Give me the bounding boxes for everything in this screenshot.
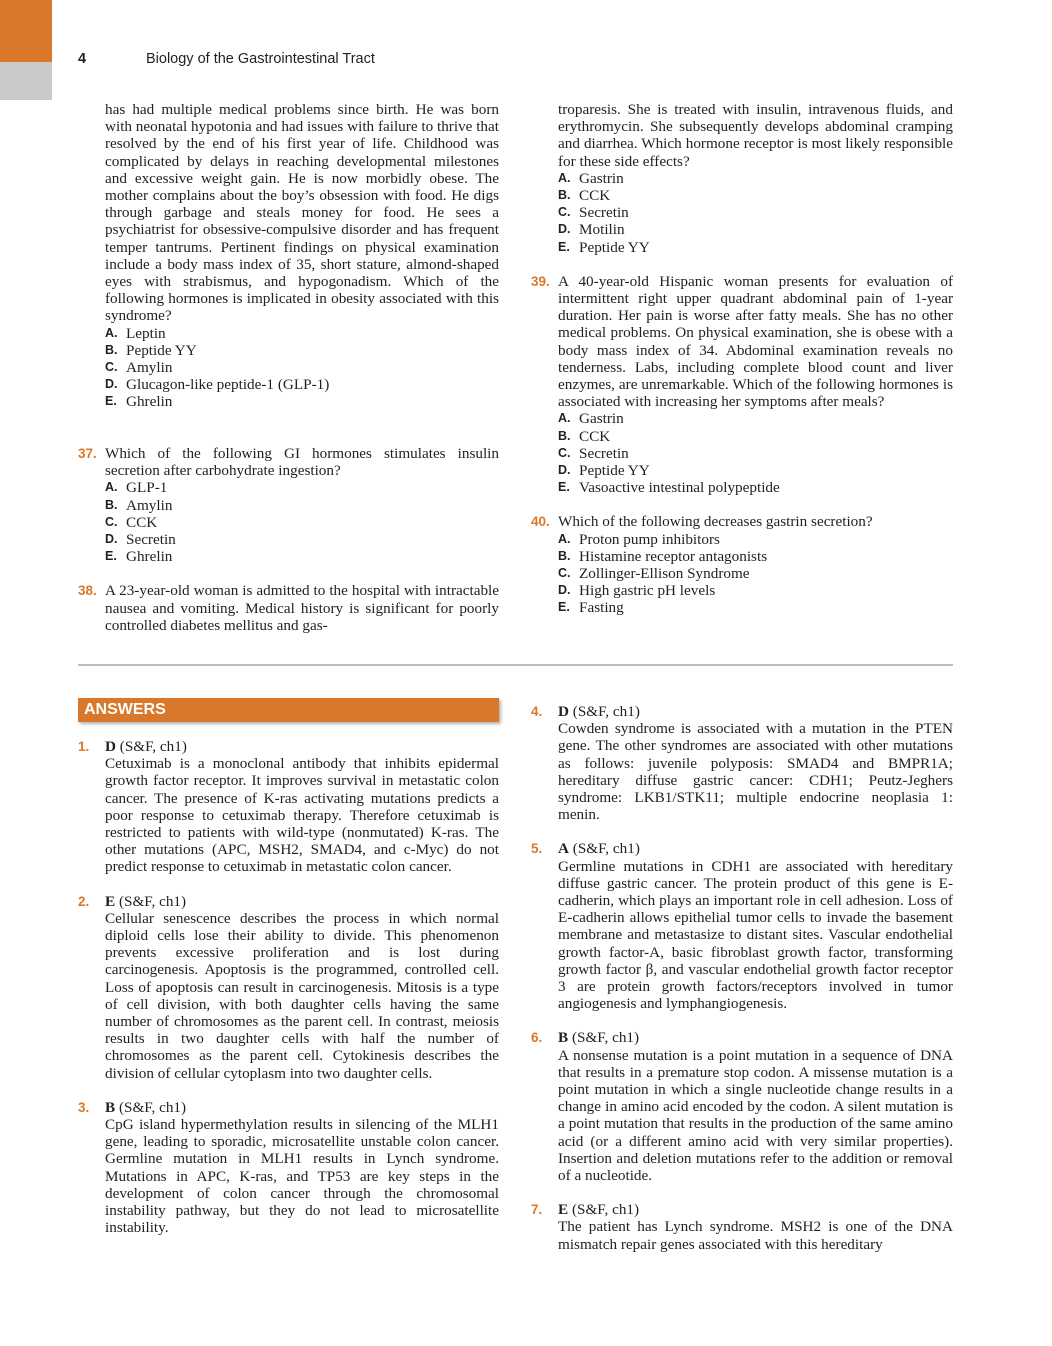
- answer-number: 4.: [531, 704, 543, 719]
- questions-column-left: [105, 101, 499, 411]
- option-e: E. Vasoactive intestinal polypeptide: [558, 479, 780, 497]
- option-d: D. Peptide YY: [558, 462, 650, 480]
- answer-number: 1.: [78, 739, 90, 754]
- answer-number: 7.: [531, 1202, 543, 1218]
- question-37: [78, 445, 499, 565]
- answer-5: [531, 840, 953, 1012]
- answer-4: [531, 703, 953, 823]
- option-d: D. Secretin: [105, 531, 176, 549]
- question-40: [531, 513, 953, 616]
- answer-explanation: Cowden syndrome is associated with a mutation in the PTEN gene. The other syndromes are associated with other mutations as follows: juvenile polyposis: SMAD4 and BMPR1A; hereditary diffuse gastric cancer: CDH1; Peutz-Jeghers syndrome: LKB1/STK11; multiple endocrine neoplasia 1: menin.: [558, 720, 953, 824]
- chapter-tab-orange: [0, 0, 52, 62]
- answer-explanation: CpG island hypermethylation results in silencing of the MLH1 gene, leading to sporadic, microsatellite unstable colon cancer. Germline mutation in MLH1 results in Lynch syndrome. Mutations in APC, K-ras, and TP53 are key steps in the development of colon cancer through the chromosomal instability pathway, but they do not lead to microsatellite instability.: [105, 1116, 499, 1237]
- option-d: D. High gastric pH levels: [558, 582, 716, 600]
- question-36-stem: has had multiple medical problems since birth. He was born with neonatal hypotonia and had issues with failure to thrive that resolved by the end of his first year of life. Childhood was complicated by delays in reaching developmental milestones and excessive weight gain. He is now morbidly obese. The mother complains about the boy’s obsession with food. He digs through garbage and steals money for food. He sees a psychiatrist for obsessive-compulsive disorder and has frequent temper tantrums. Pertinent findings on physical examination include a body mass index of 35, short stature, almond-shaped eyes with strabismus, and hypogonadism. Which of the following hormones is implicated in obesity associated with this syndrome?: [105, 101, 499, 325]
- question-36-option-c: C. Amylin: [105, 359, 173, 377]
- answer-explanation: Cetuximab is a monoclonal antibody that inhibits epidermal growth factor receptor. It improves survival in metastatic colon cancer. The presence of K-ras activating mutations predicts a poor response to cetuximab therapy. Therefore cetuximab is restricted to patients with wild-type (nonmutated) K-ras. The other mutations (APC, MSH2, SMAD4, and c-Myc) do not predict response to cetuximab in metastatic colon cancer.: [105, 755, 499, 876]
- question-number: 37.: [78, 446, 97, 461]
- answer-explanation: A nonsense mutation is a point mutation in a sequence of DNA that results in a premature stop codon. A missense mutation is a point mutation in which a single nucleotide change results in a change in amino acid encoded by the codon. A silent mutation is a point mutation that results in the production of the same amino acid (or a different amino acid with very similar properties). Insertion and deletion mutations refer to the addition or removal of a nucleotide.: [558, 1046, 953, 1185]
- answer-explanation: The patient has Lynch syndrome. MSH2 is one of the DNA mismatch repair genes associated with this hereditary: [558, 1218, 953, 1253]
- question-number: 40.: [531, 514, 550, 530]
- option-c: C. Secretin: [558, 204, 629, 222]
- question-36-option-e: E. Ghrelin: [105, 393, 173, 411]
- answer-2: [78, 893, 499, 1082]
- answer-number: 6.: [531, 1030, 543, 1046]
- option-a: A. GLP-1: [105, 479, 168, 497]
- option-d: D. Motilin: [558, 221, 625, 239]
- chapter-tab-gray: [0, 62, 52, 100]
- questions-column-right: [531, 101, 953, 617]
- answers-heading: ANSWERS: [78, 698, 499, 722]
- answer-number: 2.: [78, 893, 90, 909]
- answer-number: 3.: [78, 1099, 90, 1115]
- question-stem: Which of the following GI hormones stimulates insulin secretion after carbohydrate ingestion?: [105, 445, 499, 480]
- option-b: B. Amylin: [105, 496, 173, 514]
- option-c: C. CCK: [105, 513, 158, 531]
- page-number: 4: [78, 51, 87, 67]
- option-e: E. Ghrelin: [105, 548, 173, 566]
- question-stem: Which of the following decreases gastrin secretion?: [558, 513, 873, 531]
- question-36-options: [105, 325, 499, 411]
- section-divider: [78, 664, 953, 666]
- question-38: [78, 582, 499, 634]
- question-stem: A 23-year-old woman is admitted to the hospital with intractable nausea and vomiting. Medical history is significant for poorly controlled diabetes mellitus and gas-: [105, 582, 499, 634]
- option-a: A. Proton pump inhibitors: [558, 530, 720, 548]
- answer-key: D (S&F, ch1): [558, 703, 640, 720]
- option-b: B. CCK: [558, 187, 611, 205]
- question-39: [531, 273, 953, 497]
- question-stem: A 40-year-old Hispanic woman presents for evaluation of intermittent right upper quadrant abdominal pain of 1-year duration. Her pain is worse after fatty meals. She has no other medical problems. On physical examination, she is obese with a body mass index of 34. Abdominal examination reveals no tenderness. Labs, including complete blood count and liver enzymes, are unremarkable. Which of the following hormones is associated with increasing her symptoms after meals?: [558, 272, 953, 411]
- answers-column-right: [531, 703, 953, 1253]
- answer-key: E (S&F, ch1): [558, 1201, 640, 1219]
- option-b: B. CCK: [558, 427, 611, 445]
- answer-key: E (S&F, ch1): [105, 892, 187, 910]
- answer-key: D (S&F, ch1): [105, 738, 187, 755]
- running-header-title: Biology of the Gastrointestinal Tract: [146, 51, 375, 67]
- answer-key: B (S&F, ch1): [558, 1029, 640, 1047]
- answer-explanation: Germline mutations in CDH1 are associated with hereditary diffuse gastric cancer. The protein product of this gene is E-cadherin, which plays an important role in cell adhesion. Loss of E-cadherin allows epithelial tumor cells to invade the basement membrane and metastasize to distant sites. Vascular endothelial growth factor-A, basic fibroblast growth factor, transforming growth factor β, and vascular endothelial growth factor receptor 3 are protein growth factors/receptors involved in tumor angiogenesis and lymphangiogenesis.: [558, 857, 953, 1013]
- questions-column-left-lower: [78, 445, 499, 634]
- question-number: 38.: [78, 583, 97, 599]
- answer-explanation: Cellular senescence describes the process in which normal diploid cells lose their ability to divide. This phenomenon prevents excessive proliferation and is lost during carcinogenesis. Apoptosis is the programmed, controlled cell. Loss of apoptosis can result in carcinogenesis. Mitosis is a type of cell division, with both daughter cells having the same number of chromosomes as the parent cell. In contrast, meiosis results in two daughter cells with half the number of chromosomes as the parent cell. Cytokinesis describes the division of cellular cytoplasm into two daughter cells.: [105, 909, 499, 1082]
- option-c: C. Secretin: [558, 444, 629, 462]
- answer-key: A (S&F, ch1): [558, 840, 640, 858]
- answer-key: B (S&F, ch1): [105, 1098, 187, 1116]
- option-b: B. Histamine receptor antagonists: [558, 547, 768, 565]
- option-c: C. Zollinger-Ellison Syndrome: [558, 565, 750, 583]
- question-stem-continued: troparesis. She is treated with insulin, intravenous fluids, and erythromycin. She subsequently develops abdominal cramping and diarrhea. Which hormone receptor is most likely responsible for these side effects?: [558, 101, 953, 170]
- option-e: E. Peptide YY: [558, 238, 650, 256]
- answer-7: [531, 1201, 953, 1253]
- answer-number: 5.: [531, 841, 543, 857]
- option-e: E. Fasting: [558, 599, 624, 617]
- option-a: A. Gastrin: [558, 169, 624, 187]
- question-38-continued: [531, 101, 953, 256]
- question-36-option-a: A. Leptin: [105, 324, 166, 342]
- answer-6: [531, 1029, 953, 1184]
- answers-column-left: [78, 738, 499, 1236]
- answer-1: [78, 738, 499, 876]
- question-36-option-b: B. Peptide YY: [105, 341, 197, 359]
- answer-3: [78, 1099, 499, 1237]
- question-36-option-d: D. Glucagon-like peptide-1 (GLP-1): [105, 376, 330, 394]
- option-a: A. Gastrin: [558, 410, 624, 428]
- question-number: 39.: [531, 273, 550, 289]
